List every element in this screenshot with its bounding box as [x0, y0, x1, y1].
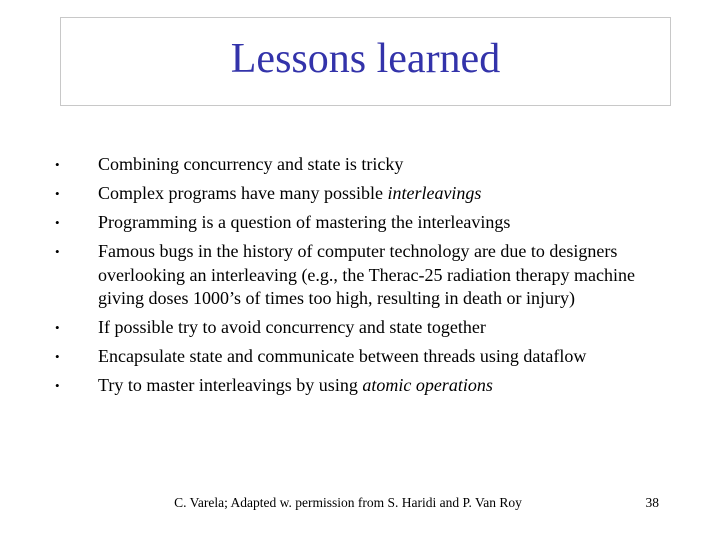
- bullet-text-italic: interleavings: [387, 183, 482, 203]
- bullet-item: [52, 240, 662, 311]
- bullet-text: Combining concurrency and state is tricky: [98, 154, 404, 174]
- bullet-item: [52, 211, 662, 235]
- bullet-text: Programming is a question of mastering the interleavings: [98, 212, 511, 232]
- bullet-text: Encapsulate state and communicate between threads using dataflow: [98, 346, 587, 366]
- bullet-item: [52, 345, 662, 369]
- bullet-text-part: Try to master interleavings by using: [98, 375, 363, 395]
- bullet-text: Famous bugs in the history of computer technology are due to designers overlooking an interleaving (e.g., the Therac-25 radiation therapy machine giving doses 1000’s of times too high, resulting in death or injury): [98, 241, 635, 308]
- bullet-item: [52, 316, 662, 340]
- page-number: 38: [645, 495, 659, 510]
- bullet-icon: •: [55, 186, 60, 201]
- slide-title: Lessons learned: [230, 35, 501, 82]
- bullet-text: If possible try to avoid concurrency and state together: [98, 317, 486, 337]
- bullet-item: [52, 374, 662, 398]
- bullet-text: [98, 182, 662, 206]
- bullet-icon: •: [55, 215, 60, 230]
- bullet-icon: •: [55, 244, 60, 259]
- title-box: [60, 17, 671, 106]
- bullet-list: [52, 153, 662, 403]
- bullet-item: [52, 182, 662, 206]
- bullet-icon: •: [55, 157, 60, 172]
- bullet-item: [52, 153, 662, 177]
- bullet-icon: •: [55, 378, 60, 393]
- bullet-text-part: Complex programs have many possible: [98, 183, 388, 203]
- footer-credit: C. Varela; Adapted w. permission from S. Haridi and P. Van Roy: [174, 495, 522, 510]
- bullet-text: [98, 374, 662, 398]
- bullet-text-italic: atomic operations: [362, 375, 493, 395]
- bullet-icon: •: [55, 320, 60, 335]
- bullet-icon: •: [55, 349, 60, 364]
